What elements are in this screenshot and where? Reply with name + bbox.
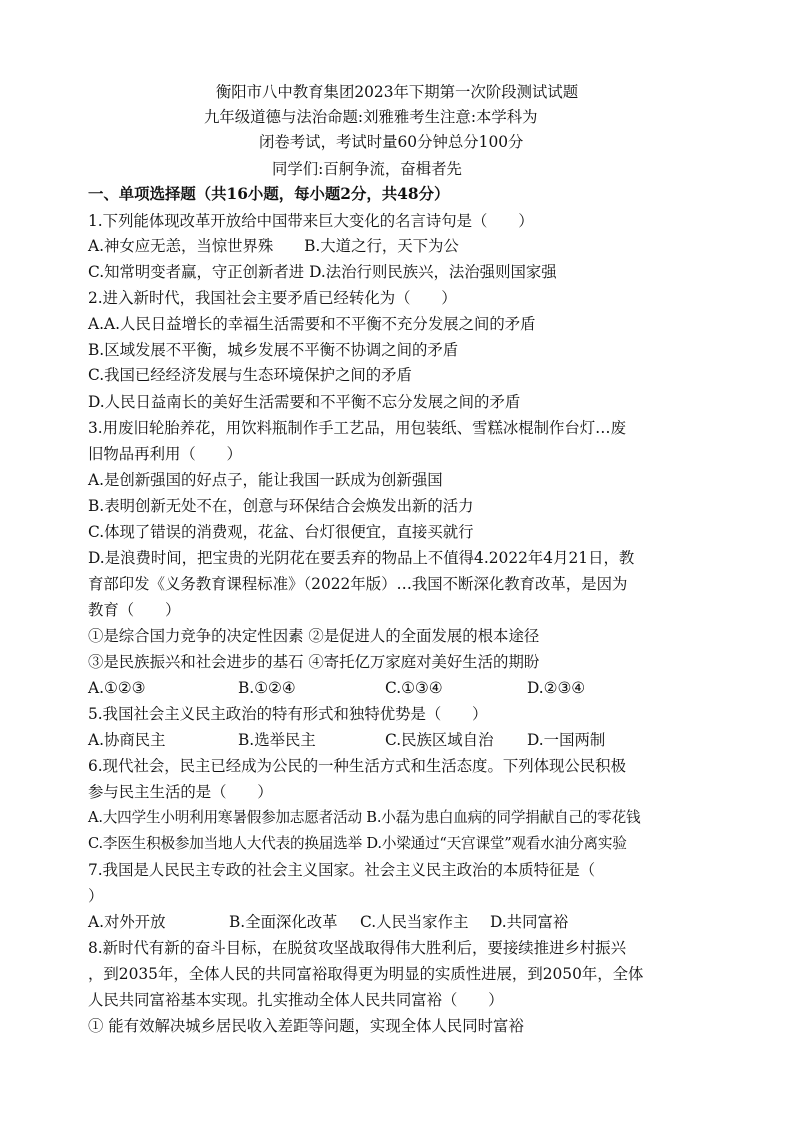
- question-5-stem: 5.我国社会主义民主政治的特有形式和独特优势是（ ）: [88, 705, 488, 723]
- question-3-option-a: A.是创新强国的好点子，能让我国一跃成为创新强国: [88, 471, 443, 489]
- exam-title-line-3: 闭卷考试，考试时量60分钟总分100分: [259, 133, 524, 151]
- question-4-statement-row-2: ③是民族振兴和社会进步的基石 ④寄托亿万家庭对美好生活的期盼: [88, 653, 540, 671]
- question-1-options-row-2: C.知常明变者赢，守正创新者进 D.法治行则民族兴，法治强则国家强: [88, 263, 557, 281]
- question-4-stem-line-2: 教育（ ）: [88, 601, 181, 619]
- question-4-stem-line-1: 育部印发《义务教育课程标准》（2022年版）…我国不断深化教育改革，是因为: [88, 575, 628, 593]
- question-2-option-a: A.A.人民日益增长的幸福生活需要和不平衡不充分发展之间的矛盾: [88, 315, 536, 333]
- question-1-stem: 1.下列能体现改革开放给中国带来巨大变化的名言诗句是（ ）: [88, 212, 534, 230]
- question-5-option-c: C.民族区域自治: [385, 731, 494, 749]
- question-2-option-b: B.区域发展不平衡，城乡发展不平衡不协调之间的矛盾: [88, 341, 459, 359]
- question-4-statement-row-1: ①是综合国力竞争的决定性因素 ②是促进人的全面发展的根本途径: [88, 627, 540, 645]
- question-3-option-b: B.表明创新无处不在，创意与环保结合会焕发出新的活力: [88, 497, 474, 515]
- question-2-stem: 2.进入新时代，我国社会主要矛盾已经转化为（ ）: [88, 289, 457, 307]
- question-7-stem-line-2: ）: [88, 887, 104, 905]
- question-5-option-a: A.协商民主: [88, 731, 166, 749]
- question-7-option-d: D.共同富裕: [490, 913, 569, 931]
- question-7-stem-line-1: 7.我国是人民民主专政的社会主义国家。社会主义民主政治的本质特征是（: [88, 861, 596, 879]
- question-8-stem-line-3: 人民共同富裕基本实现。扎实推动全体人民共同富裕（ ）: [88, 991, 504, 1009]
- question-7-option-c: C.人民当家作主: [360, 913, 469, 931]
- section-heading: 一、单项选择题（共16小题，每小题2分，共48分）: [88, 185, 450, 203]
- question-7-option-a: A.对外开放: [88, 913, 166, 931]
- question-1-options-row-1: A.神女应无恙，当惊世界殊 B.大道之行，天下为公: [88, 237, 459, 255]
- exam-title-line-2: 九年级道德与法治命题:刘雅雅考生注意:本学科为: [204, 108, 538, 126]
- question-5-option-b: B.选举民主: [238, 731, 316, 749]
- exam-title-line-4: 同学们:百舸争流，奋楫者先: [272, 160, 462, 178]
- question-8-stem-line-2: ，到2035年，全体人民的共同富裕取得更为明显的实质性进展，到2050年，全体: [88, 965, 644, 983]
- question-6-options-row-1: A.大四学生小明利用寒暑假参加志愿者活动 B.小磊为患白血病的同学捐献自己的零花钱: [88, 809, 641, 826]
- question-8-statement-1: ① 能有效解决城乡居民收入差距等问题，实现全体人民同时富裕: [88, 1017, 524, 1035]
- question-2-option-c: C.我国已经经济发展与生态环境保护之间的矛盾: [88, 366, 412, 384]
- question-3-option-c: C.体现了错误的消费观，花盆、台灯很便宜，直接买就行: [88, 523, 474, 541]
- question-4-option-d: D.②③④: [527, 679, 586, 697]
- question-5-option-d: D.一国两制: [527, 731, 606, 749]
- question-3-stem-line-2: 旧物品再利用（ ）: [88, 445, 242, 463]
- question-6-stem-line-1: 6.现代社会，民主已经成为公民的一种生活方式和生活态度。下列体现公民积极: [88, 757, 626, 775]
- exam-title-line-1: 衡阳市八中教育集团2023年下期第一次阶段测试试题: [215, 83, 579, 101]
- question-3-option-d: D.是浪费时间，把宝贵的光阴花在要丢弃的物品上不值得4.2022年4月21日，教: [88, 549, 635, 567]
- question-8-stem-line-1: 8.新时代有新的奋斗目标，在脱贫攻坚战取得伟大胜利后，要接续推进乡村振兴: [88, 939, 626, 957]
- question-3-stem-line-1: 3.用废旧轮胎养花，用饮料瓶制作手工艺品，用包装纸、雪糕冰棍制作台灯…废: [88, 419, 626, 437]
- question-6-stem-line-2: 参与民主生活的是（ ）: [88, 783, 273, 801]
- question-6-options-row-2: C.李医生积极参加当地人大代表的换届选举 D.小梁通过“天宫课堂”观看水油分离实验: [88, 835, 627, 852]
- question-7-option-b: B.全面深化改革: [229, 913, 338, 931]
- question-4-option-a: A.①②③: [88, 679, 146, 697]
- question-4-option-b: B.①②④: [238, 679, 296, 697]
- question-2-option-d: D.人民日益南长的美好生活需要和不平衡不忘分发展之间的矛盾: [88, 393, 521, 411]
- question-4-option-c: C.①③④: [385, 679, 443, 697]
